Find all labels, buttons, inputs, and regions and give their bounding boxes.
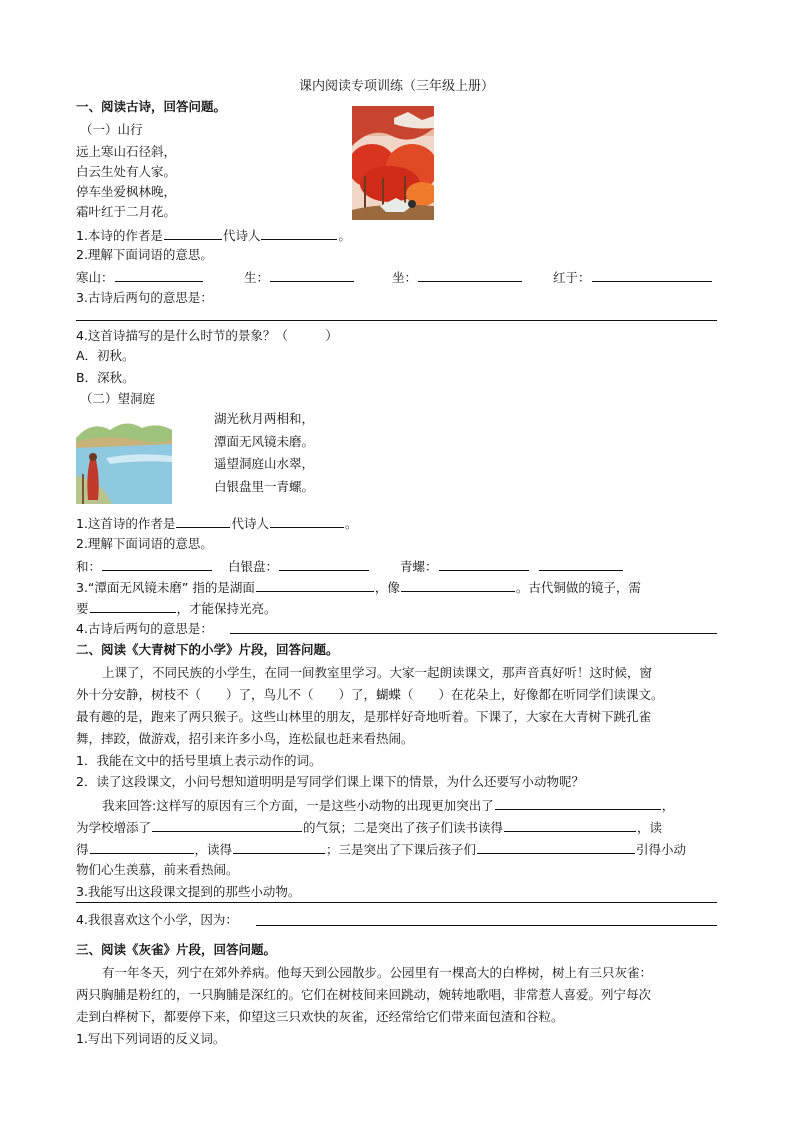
poem2-q4-text: 4.古诗后两句的意思是： bbox=[76, 621, 213, 636]
passage2-a1-text: 我来回答:这样写的原因有三个方面，一是这些小动物的出现更加突出了 bbox=[102, 798, 494, 813]
poem2-q2: 2.理解下面词语的意思。 bbox=[76, 536, 213, 551]
poem1-line-2: 白云生处有人家。 bbox=[76, 164, 177, 179]
passage2-a3-text-d: 引得小动 bbox=[636, 842, 687, 857]
passage2-a3-text-a: 得 bbox=[76, 842, 89, 857]
poem2-q3-blank-2[interactable] bbox=[401, 578, 515, 592]
poem1-word-2-blank[interactable] bbox=[270, 268, 354, 282]
poem2-q3-blank-3[interactable] bbox=[90, 599, 176, 613]
poem2-dynasty-blank[interactable] bbox=[176, 514, 230, 528]
lake-painting-image bbox=[76, 416, 172, 504]
poem1-q1-text-c: 。 bbox=[338, 228, 351, 243]
poem2-line-3: 遥望洞庭山水翠， bbox=[214, 456, 315, 471]
passage2-line-1: 上课了，不同民族的小学生，在同一间教室里学习。大家一起朗读课文，那声音真好听！这时候，窗 bbox=[102, 665, 653, 680]
poem1-dynasty-blank[interactable] bbox=[164, 226, 222, 240]
passage2-answer-line1 bbox=[102, 796, 674, 814]
poem2-word-1-label: 和： bbox=[76, 559, 102, 574]
section1-heading: 一、阅读古诗，回答问题。 bbox=[76, 99, 227, 114]
poem2-q3-text-b: ，像 bbox=[374, 580, 400, 595]
passage2-blank-6[interactable] bbox=[477, 840, 635, 854]
poem2-q3-text-e: ，才能保持光亮。 bbox=[176, 601, 277, 616]
passage3-q1: 1.写出下列词语的反义词。 bbox=[76, 1031, 226, 1046]
passage3-line-2: 两只胸脯是粉红的，一只胸脯是深红的。它们在树枝间来回跳动，婉转地歌唱，非常惹人喜爱。列宁每次 bbox=[76, 987, 652, 1002]
passage2-answer-line3 bbox=[76, 840, 686, 858]
passage2-a3-text-b: ，读得 bbox=[194, 842, 233, 857]
passage2-a2-text-b: 的气氛；二是突出了孩子们读书读得 bbox=[303, 820, 504, 835]
poem1-q1 bbox=[76, 226, 351, 244]
section2-heading: 二、阅读《大青树下的小学》片段，回答问题。 bbox=[76, 642, 339, 657]
poem1-line-4: 霜叶红于二月花。 bbox=[76, 204, 177, 219]
poem2-word-2-label: 白银盘： bbox=[228, 559, 279, 574]
poem1-q1-text-a: 1.本诗的作者是 bbox=[76, 228, 163, 243]
passage2-blank-5[interactable] bbox=[233, 840, 325, 854]
page-title: 课内阅读专项训练（三年级上册） bbox=[298, 79, 494, 94]
poem2-word-2 bbox=[228, 557, 370, 575]
poem2-word-1 bbox=[76, 557, 213, 575]
poem1-q2: 2.理解下面词语的意思。 bbox=[76, 247, 213, 262]
poem2-q1-text-b: 代诗人 bbox=[231, 516, 269, 531]
poem1-label: （一）山行 bbox=[80, 122, 143, 137]
passage2-blank-4[interactable] bbox=[90, 840, 194, 854]
passage2-q3: 3.我能写出这段课文提到的那些小动物。 bbox=[76, 884, 301, 899]
poem2-word-1-blank[interactable] bbox=[102, 557, 212, 571]
passage2-blank-3[interactable] bbox=[504, 818, 636, 832]
poem2-q1-text-a: 1.这首诗的作者是 bbox=[76, 516, 176, 531]
passage2-line-4: 舞，摔跤，做游戏，招引来许多小鸟，连松鼠也赶来看热闹。 bbox=[76, 731, 414, 746]
passage2-a1-end: ， bbox=[661, 798, 675, 813]
poem1-q4: 4.这首诗描写的是什么时节的景象？（ ） bbox=[76, 328, 338, 343]
poem2-q3-blank-1[interactable] bbox=[256, 578, 374, 592]
poem2-word-3-blank-a[interactable] bbox=[439, 557, 529, 571]
passage3-line-1: 有一年冬天，列宁在郊外养病。他每天到公园散步。公园里有一棵高大的白桦树，树上有三只灰雀： bbox=[102, 965, 653, 980]
poem1-word-4-label: 红于： bbox=[553, 270, 591, 285]
poem1-word-1-label: 寒山： bbox=[76, 270, 114, 285]
poem2-q4 bbox=[76, 621, 213, 637]
poem1-option-a[interactable]: A．初秋。 bbox=[76, 348, 135, 363]
poem2-q1 bbox=[76, 514, 357, 532]
maple-painting-image bbox=[352, 106, 434, 220]
poem1-word-2-label: 生： bbox=[244, 270, 270, 285]
poem1-line-1: 远上寒山石径斜， bbox=[76, 144, 177, 159]
poem1-word-3-blank[interactable] bbox=[418, 268, 522, 282]
poem2-word-3-blank-b[interactable] bbox=[539, 557, 623, 571]
poem2-poet-blank[interactable] bbox=[270, 514, 344, 528]
poem2-q3-line1 bbox=[76, 578, 641, 596]
poem2-line-4: 白银盘里一青螺。 bbox=[214, 479, 315, 494]
passage2-a2-text-a: 为学校增添了 bbox=[76, 820, 152, 835]
poem2-label: （二）望洞庭 bbox=[80, 391, 156, 406]
poem1-word-4 bbox=[553, 268, 713, 286]
poem1-q3-answer-line[interactable] bbox=[76, 320, 717, 321]
poem1-poet-blank[interactable] bbox=[261, 226, 337, 240]
passage2-q2: 2．读了这段课文，小问号想知道明明是写同学们课上课下的情景，为什么还要写小动物呢？ bbox=[76, 774, 584, 789]
poem2-q4-answer-line[interactable] bbox=[230, 633, 717, 634]
poem2-q1-text-c: 。 bbox=[344, 516, 358, 531]
passage3-line-3: 走到白桦树下，都要停下来，仰望这三只欢快的灰雀，还经常给它们带来面包渣和谷粒。 bbox=[76, 1009, 564, 1024]
poem2-line-2: 潭面无风镜未磨。 bbox=[214, 434, 315, 449]
poem2-word-2-blank[interactable] bbox=[279, 557, 369, 571]
passage2-a3-text-c: ；三是突出了下课后孩子们 bbox=[326, 842, 477, 857]
poem2-q3-text-a: 3.“潭面无风镜未磨” 指的是湖面 bbox=[76, 580, 255, 595]
passage2-blank-2[interactable] bbox=[152, 818, 302, 832]
poem2-q3-text-c: 。古代铜做的镜子，需 bbox=[515, 580, 641, 595]
passage2-q4-answer-line[interactable] bbox=[256, 925, 717, 926]
poem1-line-3: 停车坐爱枫林晚， bbox=[76, 184, 177, 199]
section3-heading: 三、阅读《灰雀》片段，回答问题。 bbox=[76, 942, 277, 957]
passage2-line-2: 外十分安静，树枝不（ ）了，鸟儿不（ ）了，蝴蝶（ ）在花朵上，好像都在听同学们读课文。 bbox=[76, 687, 664, 702]
poem1-word-1 bbox=[76, 268, 204, 286]
passage2-answer-line2 bbox=[76, 818, 662, 836]
poem2-word-3 bbox=[400, 557, 624, 575]
poem1-word-3 bbox=[392, 268, 523, 286]
poem1-q1-text-b: 代诗人 bbox=[222, 228, 261, 243]
passage2-q4: 4.我很喜欢这个小学，因为： bbox=[76, 912, 238, 927]
passage2-blank-1[interactable] bbox=[495, 796, 661, 810]
passage2-a2-text-c: ，读 bbox=[637, 820, 663, 835]
passage2-q3-answer-line[interactable] bbox=[76, 902, 717, 903]
passage2-answer-line4: 物们心生羡慕，前来看热闹。 bbox=[76, 862, 239, 877]
poem2-q3-text-d: 要 bbox=[76, 601, 89, 616]
poem1-word-4-blank[interactable] bbox=[592, 268, 712, 282]
poem2-line-1: 湖光秋月两相和， bbox=[214, 411, 315, 426]
poem2-word-3-label: 青螺： bbox=[400, 559, 438, 574]
poem1-q3: 3.古诗后两句的意思是： bbox=[76, 290, 213, 305]
passage2-q1: 1．我能在文中的括号里填上表示动作的词。 bbox=[76, 753, 322, 768]
poem1-word-3-label: 坐： bbox=[392, 270, 418, 285]
poem1-option-b[interactable]: B．深秋。 bbox=[76, 370, 135, 385]
poem1-word-1-blank[interactable] bbox=[115, 268, 203, 282]
poem2-q3-line2 bbox=[76, 599, 277, 617]
passage2-line-3: 最有趣的是，跑来了两只猴子。这些山林里的朋友，是那样好奇地听着。下课了，大家在大青树下跳孔雀 bbox=[76, 709, 652, 724]
poem1-word-2 bbox=[244, 268, 355, 286]
